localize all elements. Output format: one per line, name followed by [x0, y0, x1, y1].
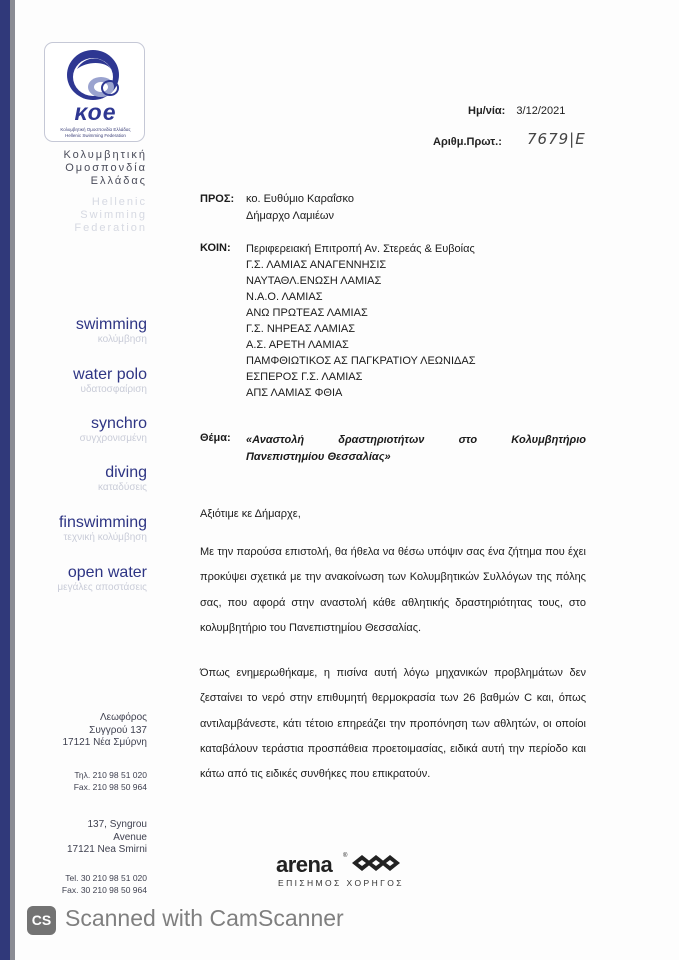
sport-item-water-polo — [73, 366, 147, 396]
sponsor-brand: arena — [276, 852, 333, 877]
address-line: Λεωφόρος — [99, 712, 147, 723]
cc-item: Περιφερειακή Επιτροπή Αν. Στερεάς & Ευβοίας — [246, 243, 475, 255]
fax-number: Fax. 210 98 50 964 — [73, 782, 147, 792]
recipient-label: ΠΡΟΣ: — [200, 193, 235, 205]
sport-label-gr: υδατοσφαίριση — [80, 384, 147, 395]
sport-label-en: swimming — [75, 316, 147, 333]
cc-item: Γ.Σ. ΝΗΡΕΑΣ ΛΑΜΙΑΣ — [246, 323, 356, 335]
cc-item: ΑΠΣ ΛΑΜΙΑΣ ΦΘΙΑ — [246, 387, 343, 399]
sport-item-synchro — [80, 415, 147, 445]
sport-label-gr: τεχνική κολύμβηση — [63, 532, 147, 543]
sport-label-gr: καταδύσεις — [98, 482, 147, 493]
sport-label-gr: κολύμβηση — [97, 334, 147, 345]
address-line: 17121 Nea Smirni — [66, 844, 147, 855]
address-line: Συγγρού 137 — [89, 724, 147, 736]
address-greek — [63, 712, 148, 750]
address-english — [67, 819, 147, 857]
recipient-line-2: Δήμαρχο Λαμιέων — [246, 210, 334, 222]
body-paragraph-2: Όπως ενημερωθήκαμε, η πισίνα αυτή λόγω μηχανικών προβλημάτων δεν ζεσταίνει το νερό στην επιθυμητή θερμοκρασία των 26 βαθμών C και, όπως αντιλαμβάνεστε, κάτι τέτοιο επηρεάζει την προπόνηση των αθλητών, οι οποίοι καταβάλουν τεράστια προσπάθεια προετοιμασίας, ειδικά αυτή την περίοδο και κάτω από τις ειδικές συνθήκες που επικρατούν. — [200, 667, 586, 781]
cc-item: ΑΝΩ ΠΡΩΤΕΑΣ ΛΑΜΙΑΣ — [246, 307, 368, 319]
arena-diamonds-icon — [350, 852, 402, 874]
cc-item: ΕΣΠΕΡΟΣ Γ.Σ. ΛΑΜΙΑΣ — [246, 371, 363, 383]
sponsor-caption: ΕΠΙΣΗΜΟΣ ΧΟΡΗΓΟΣ — [278, 878, 404, 888]
contact-english — [62, 872, 147, 896]
subject-line-2: Πανεπιστημίου Θεσσαλίας» — [246, 451, 391, 463]
phone-number: Tel. 30 210 98 51 020 — [65, 873, 147, 883]
address-line: 17121 Νέα Σμύρνη — [62, 737, 147, 748]
sport-item-swimming — [76, 316, 147, 346]
recipient-line-1: κο. Ευθύμιο Καραΐσκο — [246, 193, 354, 205]
camscanner-watermark: Scanned with CamScanner — [65, 905, 344, 931]
fax-number: Fax. 30 210 98 50 964 — [61, 885, 147, 895]
left-edge-blue-bar — [0, 0, 10, 960]
federation-logo — [44, 42, 145, 142]
address-line: Avenue — [113, 831, 147, 843]
camscanner-logo: CS — [27, 906, 56, 935]
subject-text — [246, 432, 586, 466]
protocol-row — [433, 136, 502, 148]
cc-item: ΝΑΥΤΑΘΛ.ΕΝΩΣΗ ΛΑΜΙΑΣ — [246, 275, 382, 287]
protocol-label: Αριθμ.Πρωτ.: — [433, 136, 502, 148]
subject-word: δραστηριοτήτων — [338, 434, 425, 446]
sponsor-registered-mark: ® — [343, 853, 348, 859]
sport-label-en: finswimming — [58, 514, 147, 531]
cc-item: Γ.Σ. ΛΑΜΙΑΣ ΑΝΑΓΕΝΝΗΣΙΣ — [246, 259, 387, 271]
phone-number: Τηλ. 210 98 51 020 — [74, 770, 147, 780]
sport-label-en: synchro — [90, 415, 147, 432]
logo-subtitle-greek: Κολυμβητική Ομοσπονδία Ελλάδας — [60, 127, 131, 132]
address-line: 137, Syngrou — [87, 819, 147, 830]
swimmer-emblem-icon — [63, 47, 127, 103]
subject-label: Θέμα: — [200, 432, 231, 444]
protocol-number-handwritten: 7679|Ε — [527, 130, 586, 148]
contact-greek — [74, 769, 147, 793]
date-value: 3/12/2021 — [516, 105, 566, 117]
date-row — [468, 105, 565, 117]
sport-label-gr: συγχρονισμένη — [79, 433, 147, 444]
salutation: Αξιότιμε κε Δήμαρχε, — [200, 508, 301, 520]
subject-word: στο — [458, 434, 478, 446]
sport-label-en: open water — [67, 564, 147, 581]
sport-item-finswimming — [59, 514, 147, 544]
sport-label-en: diving — [105, 464, 147, 481]
org-name-greek: Κολυμβητική Ομοσπονδία Ελλάδας — [63, 149, 147, 187]
org-name-english: Hellenic Swimming Federation — [74, 196, 147, 234]
sport-item-diving — [98, 464, 147, 494]
left-edge-gray-bar — [10, 0, 15, 960]
sport-label-gr: μεγάλες αποστάσεις — [57, 582, 147, 593]
logo-wordmark: κοe — [74, 99, 117, 125]
subject-line-1 — [246, 432, 586, 449]
cc-item: Α.Σ. ΑΡΕΤΗ ΛΑΜΙΑΣ — [246, 339, 349, 351]
sport-label-en: water polo — [73, 366, 147, 383]
body-paragraph-1: Με την παρούσα επιστολή, θα ήθελα να θέσω υπόψιν σας ένα ζήτημα που έχει προκύψει σχετικά με την ανακοίνωση των Κολυμβητικών Συλλόγων της πόλης σας, που αφορά στην αναστολή κάθε αθλητικής δραστηριότητας τους, στο κολυμβητήριο του Πανεπιστημίου Θεσσαλίας. — [200, 546, 586, 634]
subject-word: «Αναστολή — [246, 434, 305, 446]
cc-label: ΚΟΙΝ: — [200, 242, 231, 254]
logo-subtitle-english: Hellenic Swimming Federation — [65, 133, 126, 138]
subject-word: Κολυμβητήριο — [511, 434, 586, 446]
cc-item: Ν.Α.Ο. ΛΑΜΙΑΣ — [246, 291, 323, 303]
sport-item-open-water — [57, 564, 147, 594]
date-label: Ημ/νία: — [468, 105, 506, 117]
cc-item: ΠΑΜΦΘΙΩΤΙΚΟΣ ΑΣ ΠΑΓΚΡΑΤΙΟΥ ΛΕΩΝΙΔΑΣ — [246, 355, 476, 367]
